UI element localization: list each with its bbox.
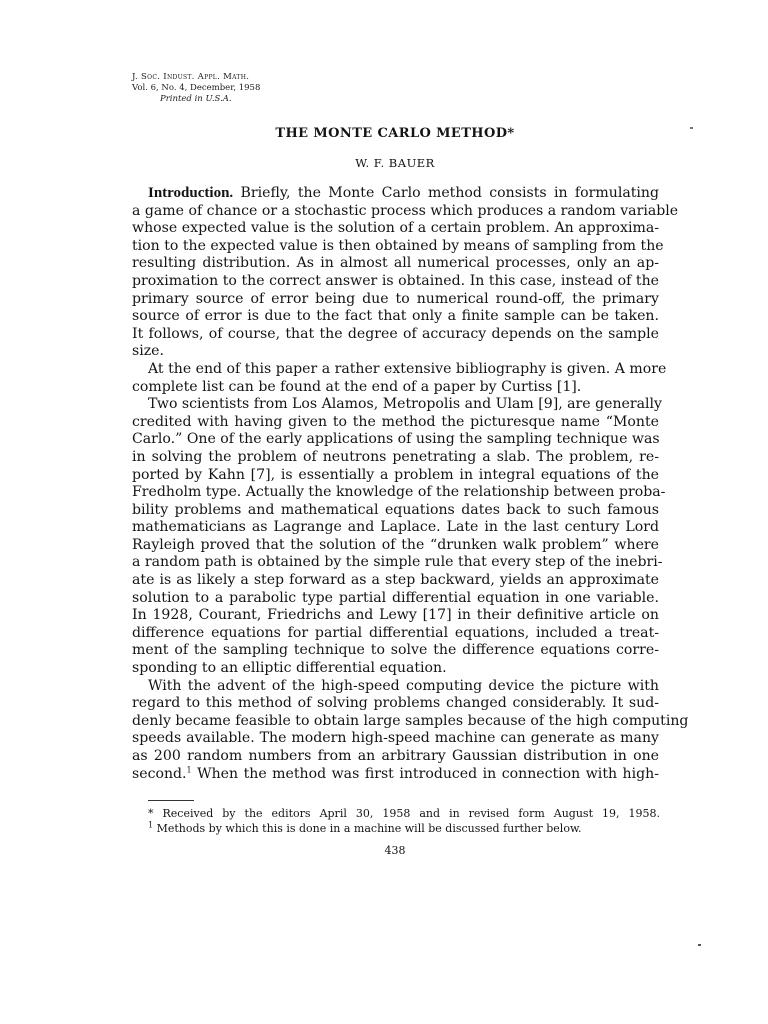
body-line: Rayleigh proved that the solution of the “drunken walk problem” where: [132, 536, 659, 553]
body-line: [132, 185, 659, 203]
body-line: Fredholm type. Actually the knowledge of the relationship between proba-: [132, 484, 666, 501]
footnote-1: [148, 821, 660, 836]
body-line: sponding to an elliptic differential equation.: [132, 660, 447, 677]
body-line: denly became feasible to obtain large samples because of the high computing: [132, 712, 689, 729]
body-line: Carlo.” One of the early applications of using the sampling technique was: [132, 431, 660, 448]
body-line: in solving the problem of neutrons penetrating a slab. The problem, re-: [132, 448, 659, 465]
body-line: a game of chance or a stochastic process which produces a random variable: [132, 202, 679, 219]
body-line: [132, 766, 659, 784]
body-line: proximation to the correct answer is obtained. In this case, instead of the: [132, 272, 659, 289]
body-line: Two scientists from Los Alamos, Metropolis and Ulam [9], are generally: [148, 396, 663, 413]
body-line: a random path is obtained by the simple rule that every step of the inebri-: [132, 554, 663, 571]
body-line: At the end of this paper a rather extensive bibliography is given. A more: [148, 360, 667, 377]
body-line: bility problems and mathematical equations dates back to such famous: [132, 501, 659, 518]
body-line: ment of the sampling technique to solve the difference equations corre-: [132, 642, 659, 659]
printed-in: Printed in U.S.A.: [160, 94, 232, 104]
body-line: solution to a parabolic type partial differential equation in one variable.: [132, 589, 659, 606]
body-line: resulting distribution. As in almost all numerical processes, only an ap-: [132, 255, 659, 272]
scan-speck: [698, 944, 701, 946]
body-line-text: second.: [132, 765, 187, 782]
page-number: 438: [384, 844, 406, 857]
footnote-ref: 1: [186, 764, 192, 774]
body-line-text: When the method was first introduced in connection with high-: [191, 765, 659, 782]
journal-header: [132, 72, 260, 105]
footnotes: [148, 806, 660, 836]
body-line: source of error is due to the fact that only a finite sample can be taken.: [132, 308, 659, 325]
journal-volume: Vol. 6, No. 4, December, 1958: [132, 83, 261, 93]
body-line: whose expected value is the solution of a certain problem. An approxima-: [132, 220, 659, 237]
paper-author: W. F. BAUER: [355, 156, 435, 170]
body-line: tion to the expected value is then obtained by means of sampling from the: [132, 237, 664, 254]
body-line: complete list can be found at the end of a paper by Curtiss [1].: [132, 378, 582, 395]
body-line: With the advent of the high-speed computing device the picture with: [148, 677, 659, 694]
body-line: difference equations for partial differential equations, included a treat-: [132, 624, 659, 641]
footnote-received: * Received by the editors April 30, 1958 and in revised form August 19, 1958.: [148, 807, 660, 820]
body-line: In 1928, Courant, Friedrichs and Lewy [17] in their definitive article on: [132, 607, 659, 624]
body-line: credited with having given to the method the picturesque name “Monte: [132, 413, 659, 430]
body-line: speeds available. The modern high-speed machine can generate as many: [132, 730, 659, 747]
article-body: [132, 185, 689, 783]
body-line: as 200 random numbers from an arbitrary Gaussian distribution in one: [132, 748, 659, 764]
section-heading: Introduction.: [148, 185, 234, 201]
body-line: It follows, of course, that the degree of accuracy depends on the sample: [132, 325, 659, 342]
body-line: primary source of error being due to numerical round-off, the primary: [132, 290, 659, 307]
footnote-rule: [148, 800, 194, 801]
body-line-text: Briefly, the Monte Carlo method consists in formulating: [233, 185, 659, 201]
body-line: size.: [132, 343, 164, 360]
body-line: ported by Kahn [7], is essentially a problem in integral equations of the: [132, 466, 659, 483]
paper-title: THE MONTE CARLO METHOD*: [275, 126, 515, 141]
body-line: ate is as likely a step forward as a step backward, yields an approximate: [132, 572, 659, 589]
footnote-text: Methods by which this is done in a machine will be discussed further below.: [153, 822, 582, 835]
body-line: regard to this method of solving problems changed considerably. It sud-: [132, 695, 659, 712]
body-line: mathematicians as Lagrange and Laplace. Late in the last century Lord: [132, 519, 659, 536]
journal-name: J. Soc. Indust. Appl. Math.: [132, 72, 250, 82]
footnote-marker: 1: [148, 820, 154, 830]
